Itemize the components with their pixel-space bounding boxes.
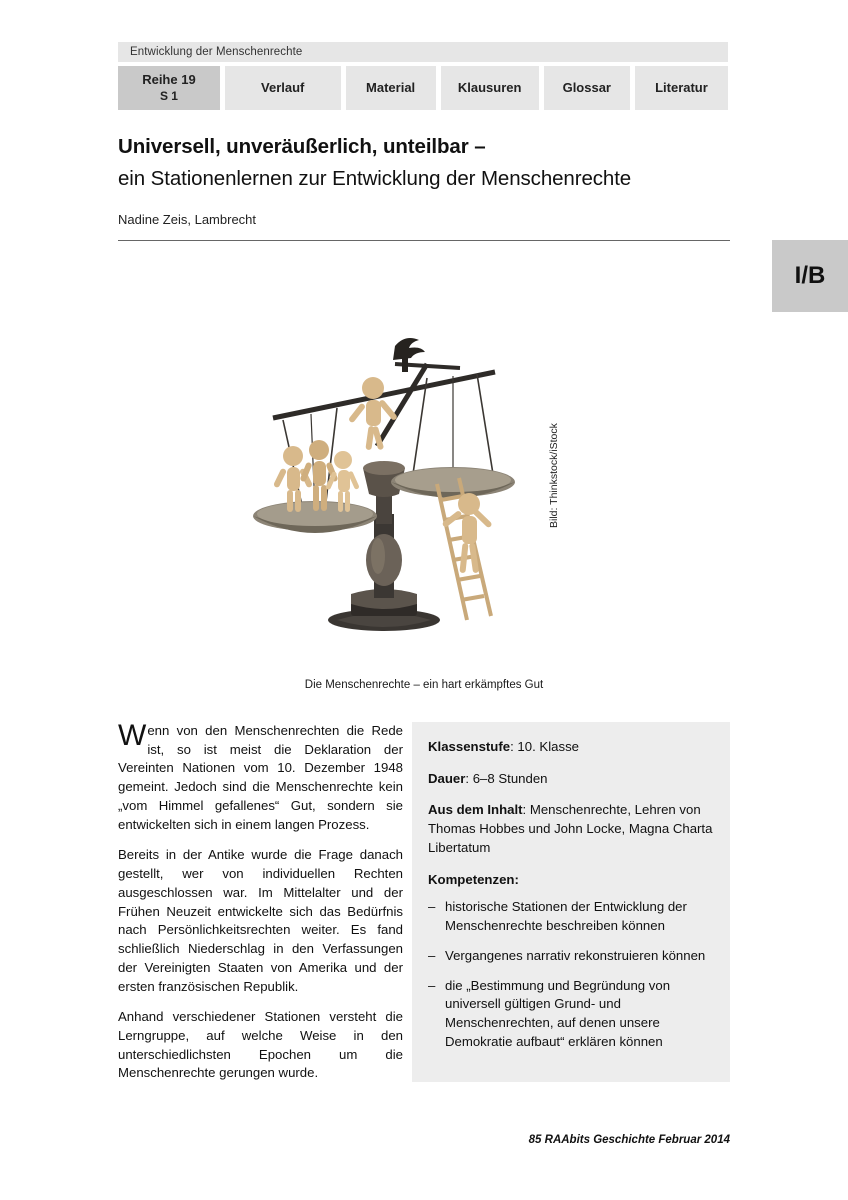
page-title-line1: Universell, unveräußerlich, unteilbar – [118, 135, 486, 158]
klassenstufe-value: : 10. Klasse [510, 739, 579, 754]
page-title [118, 135, 730, 191]
image-credit: Bild: Thinkstock/iStock [548, 423, 560, 528]
page-footer: 85 RAAbits Geschichte Februar 2014 [528, 1134, 730, 1146]
image-caption: Die Menschenrechte – ein hart erkämpftes Gut [304, 679, 544, 691]
section-marker: I/B [772, 240, 848, 312]
tab-material[interactable] [346, 66, 436, 110]
tab-reihe-sub: S 1 [159, 88, 178, 103]
info-box [412, 722, 730, 1082]
intro-paragraph-3: Anhand verschiedener Stationen versteht die Lerngruppe, auf welche Weise in den unterschiedlichsten Epochen um die Menschenrechte gerungen wurde. [118, 1009, 403, 1081]
kompetenz-text: Vergangenes narrativ rekonstruieren können [445, 947, 706, 963]
tab-literatur-label: Literatur [655, 79, 708, 95]
tab-literatur[interactable] [635, 66, 728, 110]
tab-reihe-label: Reihe 19 [142, 72, 196, 88]
dauer-label: Dauer [428, 770, 466, 786]
list-item [428, 898, 714, 935]
intro-text-column [118, 719, 403, 1083]
page-title-line2: ein Stationenlernen zur Entwicklung der Menschenrechte [118, 167, 632, 190]
list-dash: – [428, 947, 436, 963]
inhalt-label: Aus dem Inhalt [428, 802, 523, 818]
info-row-klassenstufe [428, 738, 714, 757]
info-row-kompetenzen [428, 871, 714, 1052]
author-line: Nadine Zeis, Lambrecht [118, 212, 257, 227]
section-tabs [118, 66, 728, 110]
kompetenzen-label: Kompetenzen: [428, 871, 519, 887]
klassenstufe-label: Klassenstufe [428, 739, 511, 754]
dauer-value: : 6–8 Stunden [465, 770, 548, 786]
intro-paragraph-1-text: enn von den Menschenrechten die Rede ist, so ist meist die Deklaration der Vereinten Nationen vom 10. Dezember 1948 gemeint. Jedoch sind die Menschenrechte kein „vom Himmel gefallenes“ Gut, sondern sie entwickelten sich in einem langen Prozess. [118, 723, 403, 832]
list-dash: – [428, 899, 436, 915]
tab-verlauf-label: Verlauf [261, 79, 305, 95]
list-dash: – [428, 977, 436, 993]
hero-image [245, 268, 555, 658]
balance-scale-illustration [245, 268, 555, 658]
tab-glossar[interactable] [544, 66, 630, 110]
list-item [428, 947, 714, 966]
kompetenzen-list [428, 898, 714, 1051]
tab-reihe[interactable] [118, 66, 220, 110]
drop-cap: W [118, 719, 147, 752]
intro-paragraph-2: Bereits in der Antike wurde die Frage danach gestellt, wer von individuellen Rechten ausgeschlossen war. Im Mittelalter und der Frühen Neuzeit entwickelte sich das Bedürfnis nach Persönlichkeitsrechten weiter. Es fand schließlich Niederschlag in den Verfassungen der Vereinigten Staaten von Amerika und der ersten französischen Republik. [118, 847, 403, 994]
info-row-dauer [428, 770, 714, 789]
tab-glossar-label: Glossar [562, 79, 611, 95]
tab-verlauf[interactable] [225, 66, 341, 110]
intro-paragraph-1 [118, 719, 403, 834]
series-bar [118, 42, 728, 62]
title-divider [118, 240, 730, 241]
kompetenz-text: die „Bestimmung und Begründung von universell gültigen Grund- und Menschenrechten, auf denen unsere Demokratie aufbaut“ erklären können [445, 977, 671, 1049]
inhalt-value: : Menschenrechte, Lehren von Thomas Hobbes und John Locke, Magna Charta Libertatum [428, 802, 713, 855]
tab-klausuren-label: Klausuren [457, 79, 522, 95]
tab-material-label: Material [366, 79, 416, 95]
tab-klausuren[interactable] [441, 66, 539, 110]
list-item [428, 977, 714, 1052]
info-row-inhalt [428, 801, 714, 857]
series-title: Entwicklung der Menschenrechte [130, 46, 303, 58]
kompetenz-text: historische Stationen der Entwicklung der Menschenrechte beschreiben können [445, 899, 687, 934]
